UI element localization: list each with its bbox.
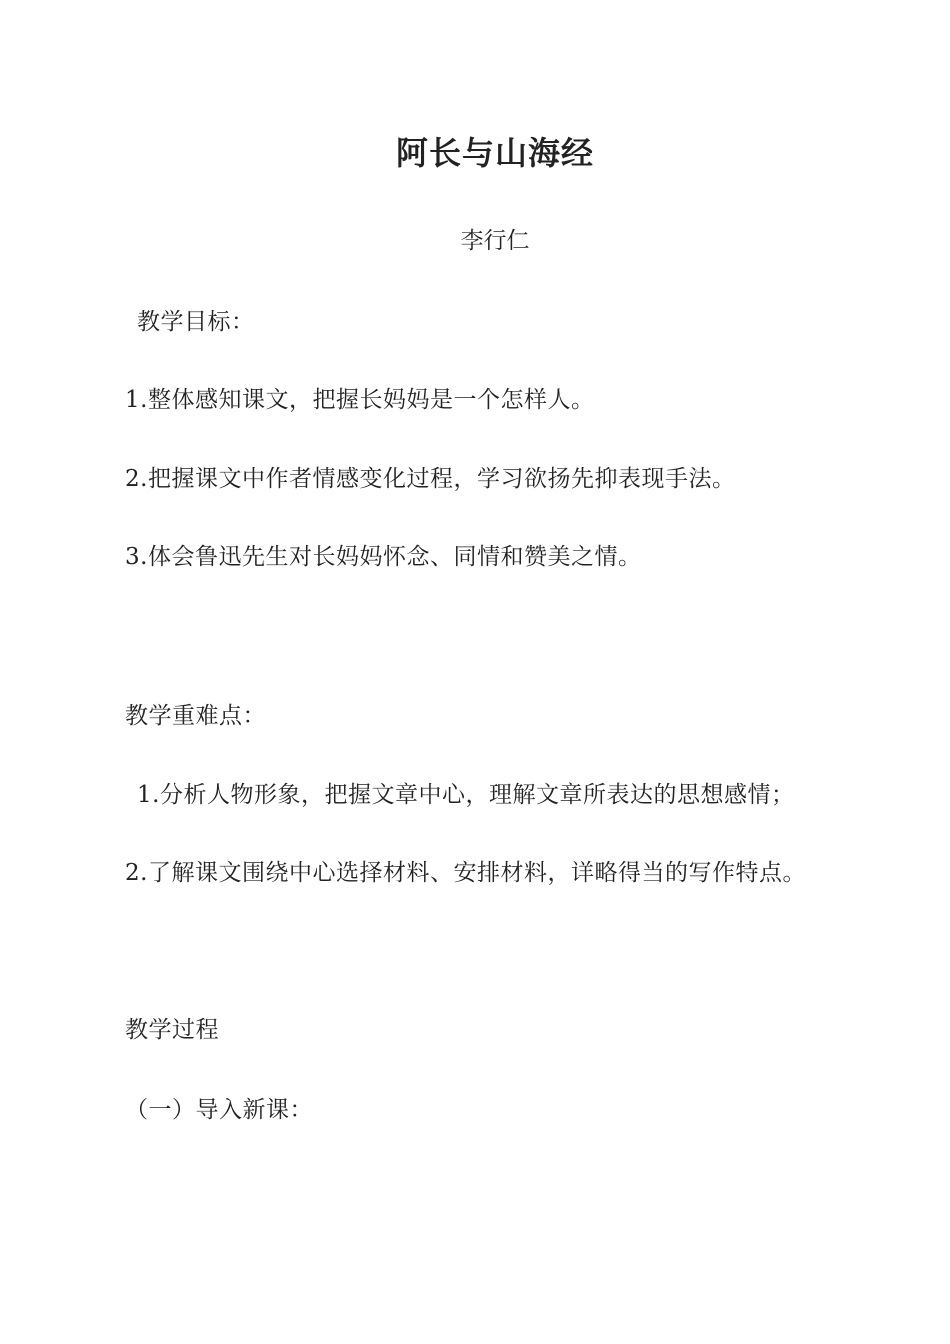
process-subheading: （一）导入新课： [125, 1097, 313, 1123]
process-heading: 教学过程 [125, 1017, 219, 1043]
objective-item-1: 1.整体感知课文，把握长妈妈是一个怎样人。 [125, 387, 595, 413]
objectives-heading: 教学目标： [137, 309, 255, 335]
key-point-item-1: 1.分析人物形象，把握文章中心，理解文章所表达的思想感情； [137, 782, 795, 808]
document-author: 李行仁 [460, 228, 530, 254]
key-point-item-2: 2.了解课文围绕中心选择材料、安排材料，详略得当的写作特点。 [125, 860, 806, 886]
document-title: 阿长与山海经 [395, 134, 594, 172]
key-points-heading: 教学重难点： [125, 703, 266, 729]
objective-item-3: 3.体会鲁迅先生对长妈妈怀念、同情和赞美之情。 [125, 544, 642, 570]
objective-item-2: 2.把握课文中作者情感变化过程，学习欲扬先抑表现手法。 [125, 466, 736, 492]
